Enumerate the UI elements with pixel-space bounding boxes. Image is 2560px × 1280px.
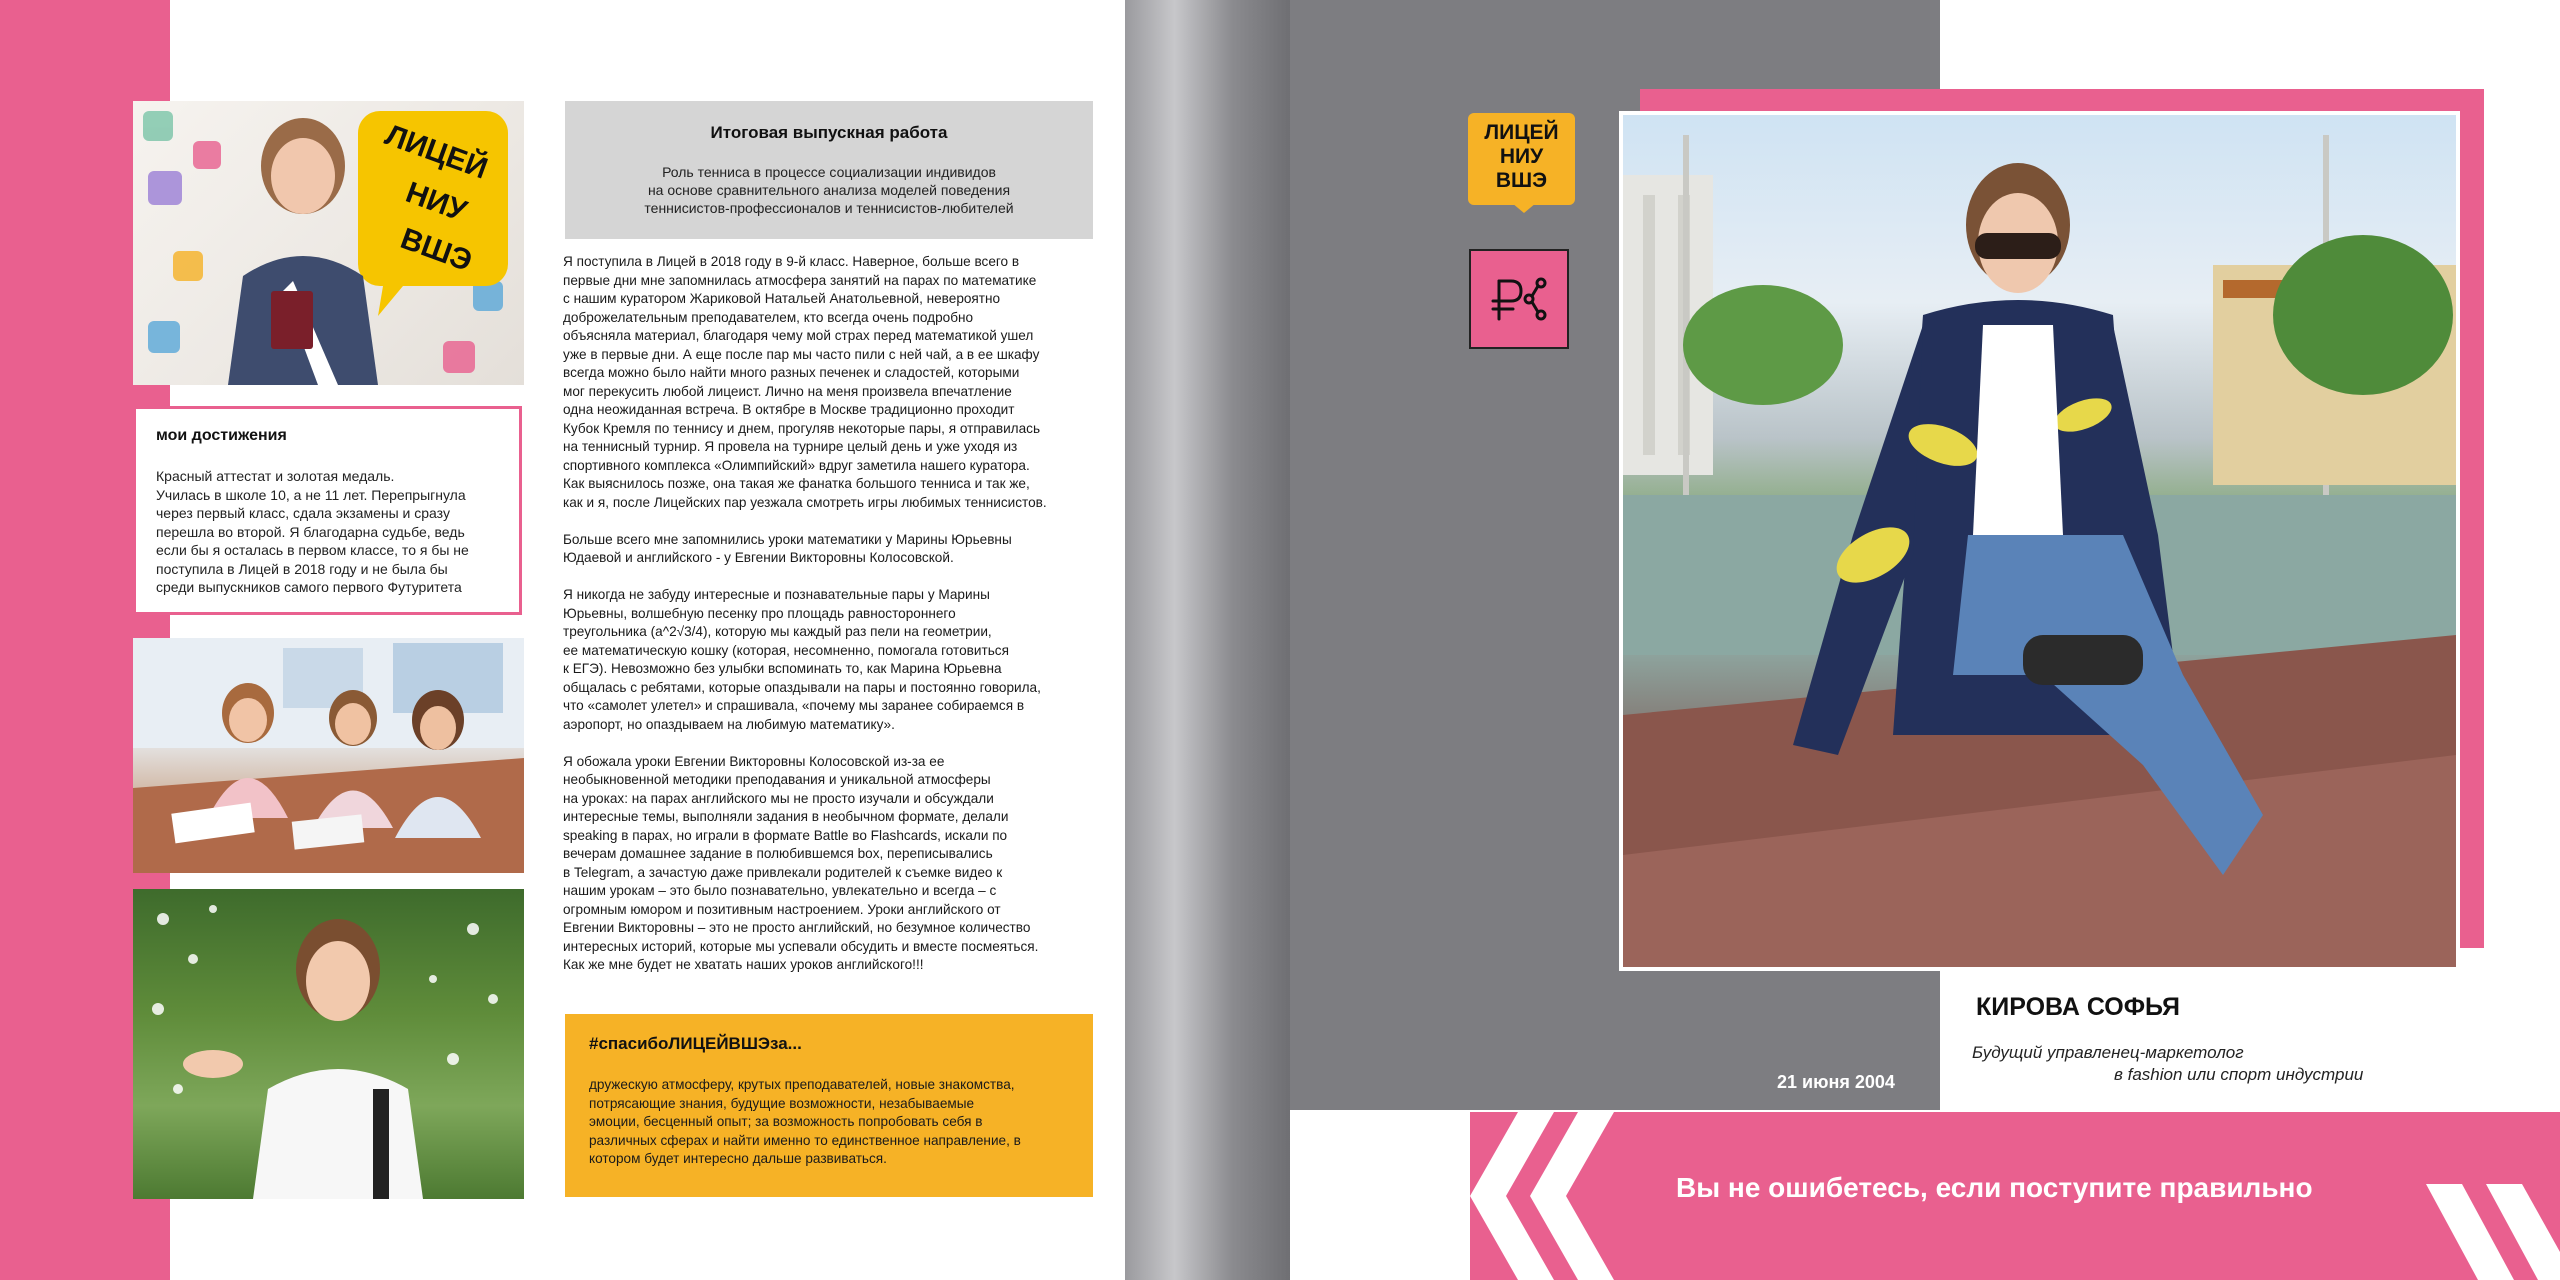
future-career (1972, 1042, 2412, 1086)
achievements-title: мои достижения (156, 427, 287, 444)
chevron-right-icon (2426, 1184, 2560, 1280)
chevron-left-icon (1470, 1112, 1614, 1280)
share-icon (1525, 279, 1545, 319)
garden-portrait-photo (133, 889, 524, 1199)
logo-tail (1512, 203, 1536, 213)
achievements-box (133, 406, 522, 615)
ruble-icon (1493, 281, 1521, 319)
story-paragraph: Больше всего мне запомнились уроки математики у Марины Юрьевны Юдаевой и английского - у Евгении Викторовны Колосовской. (563, 531, 1012, 565)
student-name: КИРОВА СОФЬЯ (1976, 993, 2181, 1021)
story-paragraph: Я обожала уроки Евгении Викторовны Колосовской из-за ее необыкновенной методики преподавания и уникальной атмосферы на уроках: на парах английского мы не просто изучали и обсуждали интересные темы, выполняли задания в необычном формате, делали speaking в парах, но играли в формате Battle во Flashcards, искали по вечерам домашнее задание в полюбившемся box, переписывались в Telegram, а зачастую даже привлекали родителей к съемке видео к нашим урокам – это было познавательно, увлекательно и всегда – с огромным юмором и позитивным настроением. Уроки английского от Евгении Викторовны – это не просто английский, но безумное количество интересных историй, которые мы успевали обсудить и вместе посмеяться. Как же мне будет не хватать наших уроков английского!!! (563, 753, 1039, 972)
thanks-title: #спасибоЛИЦЕЙВШЭза... (589, 1034, 802, 1053)
logo-text: ЛИЦЕЙ НИУ ВШЭ (1484, 121, 1559, 192)
svg-text:ВШЭ: ВШЭ (396, 222, 477, 279)
book-gutter (1125, 0, 1290, 1280)
svg-text:НИУ: НИУ (401, 175, 471, 229)
story-paragraph: Я никогда не забуду интересные и познавательные пары у Марины Юрьевны, волшебную песенку про площадь равностороннего треугольника (a^2√3/4), которую мы каждый раз пели на геометрии, ее математическую кошку (которая, несомненно, помогала готовиться к ЕГЭ). Невозможно без улыбки вспоминать то, как Марина Юрьевна общалась с ребятами, которые опаздывали на пары и постоянно говорила, что «самолет улетел» и спрашивала, «почему мы заранее собираемся в аэропорт, но опаздываем на любимую математику». (563, 587, 1041, 732)
story-paragraph: Я поступила в Лицей в 2018 году в 9-й класс. Наверное, больше всего в первые дни мне запомнилась атмосфера занятий на парах по математике с нашим куратором Жариковой Натальей Анатольевной, невероятно доброжелательным преподавателем, кто всегда очень подробно объясняла материал, благодаря чему мой страх перед математикой ушел уже в первые дни. А еще после пар мы часто пили с ней чай, а в ее шкафу всегда можно было найти много разных печенек и сладостей, которыми мог перекусить любой лицеист. Лично на меня произвела впечатление одна неожиданная встреча. В октябре в Москве традиционно проходит Кубок Кремля по теннису и днем, прогуляв некоторые пары, я отправилась на теннисный турнир. Я провела на турнире целый день и уже уходя из спортивного комплекса «Олимпийский» вдруг заметила нашего куратора. Как выяснилось позже, она такая же фанатка большого тенниса и так же, как и я, после Лицейских пар уезжала смотреть игры любимых теннисистов. (563, 254, 1047, 510)
thanks-box (565, 1014, 1093, 1197)
final-work-subtitle: Роль тенниса в процессе социализации индивидов на основе сравнительного анализа моделей поведения теннисистов-профессионалов и теннисистов-любителей (644, 164, 1014, 216)
birth-date: 21 июня 2004 (1777, 1072, 1895, 1092)
graduate-portrait-photo (133, 101, 524, 385)
thanks-text: дружескую атмосферу, крутых преподавателей, новые знакомства, потрясающие знания, будущие возможности, незабываемые эмоции, бесценный опыт; за возможность попробовать себя в различных сферах и найти именно то единственное направление, в котором будет интересно дальше развиваться. (589, 1077, 1021, 1166)
final-work-box (565, 101, 1093, 239)
career-line-2: в fashion или спорт индустрии (2114, 1065, 2364, 1084)
lyceum-logo (1468, 113, 1575, 205)
main-portrait-photo (1619, 111, 2460, 971)
story-text (563, 253, 1099, 993)
ruble-share-badge (1469, 249, 1569, 349)
final-work-title: Итоговая выпускная работа (710, 123, 948, 142)
svg-text:ЛИЦЕЙ: ЛИЦЕЙ (380, 118, 492, 186)
slogan-text: Вы не ошибетесь, если поступите правильно (1676, 1172, 2313, 1203)
achievements-text: Красный аттестат и золотая медаль. Училась в школе 10, а не 11 лет. Перепрыгнула через первый класс, сдала экзамены и сразу перешла во второй. Я благодарна судьбе, ведь если бы я осталась в первом классе, то я бы не поступила в Лицей в 2018 году и не была бы среди выпускников самого первого Футуритета (156, 468, 469, 595)
career-line-1: Будущий управленец-маркетолог (1972, 1043, 2244, 1062)
classroom-photo (133, 638, 524, 873)
